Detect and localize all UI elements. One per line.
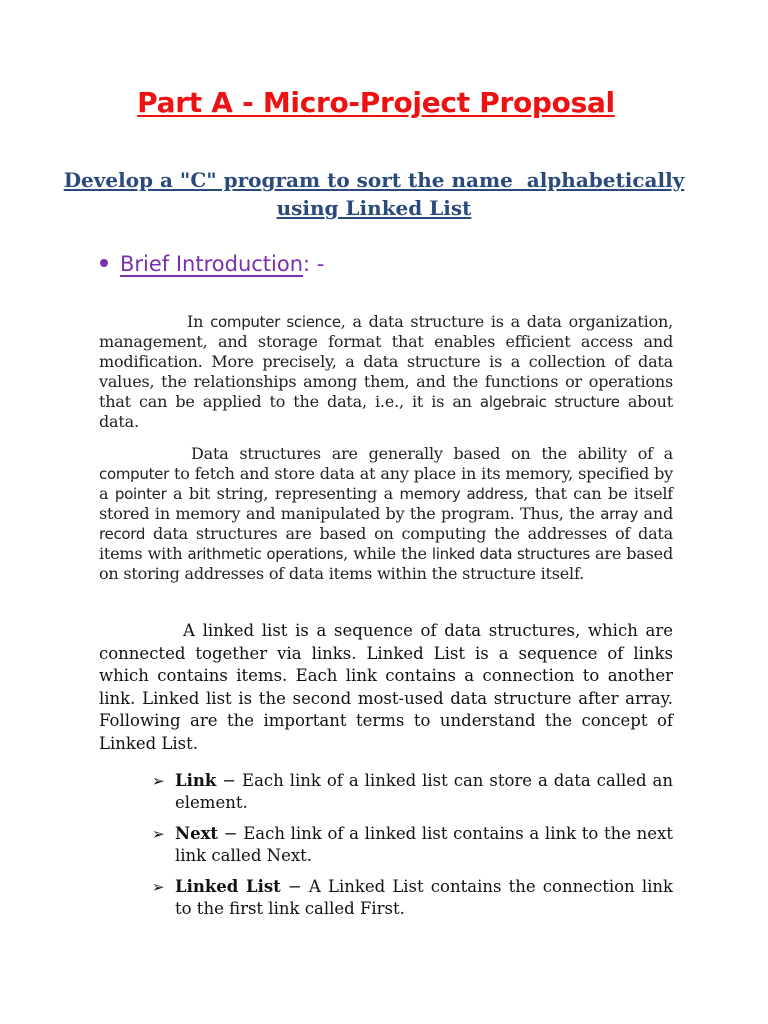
text-run: about data. — [99, 392, 673, 431]
text-run: a bit string, representing a — [166, 484, 400, 503]
term-name: Linked List — [175, 877, 281, 896]
term-definition: − Each link of a linked list can store a data called an element. — [175, 771, 673, 812]
term-definition: − A Linked List contains the connection link to the first link called First. — [175, 877, 674, 918]
arrow-bullet-icon: ➢ — [152, 772, 165, 790]
text-run: , that can be itself stored in memory and manipulated by the program. Thus, the — [99, 484, 673, 523]
intro-paragraph-1 — [99, 312, 673, 432]
term-link-array: array — [600, 505, 639, 523]
term-link-memory-address: memory address — [399, 485, 524, 503]
list-item-term-link — [152, 770, 673, 814]
page-title: Part A - Micro-Project Proposal — [137, 86, 615, 119]
list-item-term-linked-list — [152, 876, 673, 920]
text-run: Data structures are generally based on the ability of a — [191, 444, 673, 463]
text-run: In — [187, 312, 211, 331]
term-link-record: record — [99, 525, 146, 543]
section-heading-label: Brief Introduction — [120, 252, 304, 276]
project-topic — [40, 166, 708, 222]
text-run: , while the — [343, 544, 432, 563]
term-name: Next — [175, 824, 219, 843]
arrow-bullet-icon: ➢ — [152, 825, 165, 843]
term-definition: − Each link of a linked list contains a link to the next link called Next. — [175, 824, 673, 865]
project-topic-line2: using Linked List — [276, 196, 472, 220]
text-run: and — [638, 504, 673, 523]
term-link-algebraic-structure: algebraic structure — [479, 393, 620, 411]
term-link-linked-data-structures: linked data structures — [431, 545, 590, 563]
arrow-bullet-icon: ➢ — [152, 878, 165, 896]
section-heading-suffix: : - — [303, 252, 325, 276]
term-link-computer-science: computer science — [210, 313, 341, 331]
list-item-term-next — [152, 823, 673, 867]
term-link-computer: computer — [99, 465, 169, 483]
intro-paragraph-3: A linked list is a sequence of data structures, which are connected together via links. Linked List is a sequence of links which contains items. Each link contains a connection to another link. Linked list is the second most-used data structure after array. Following are the important terms to understand the concept of Linked List. — [99, 621, 673, 753]
text-run: , a data structure is a data organization, management, and storage format that enables efficient access and modification. More precisely, a data structure is a collection of data values, the relationships among them, and the functions or operations that can be applied to the data, i.e., it is an — [99, 312, 674, 411]
linked-list-terms-list — [152, 770, 673, 929]
term-link-pointer: pointer — [114, 485, 167, 503]
project-topic-line1: Develop a "C" program to sort the name alphabetically — [63, 168, 685, 192]
term-link-arithmetic-operations: arithmetic operations — [187, 545, 344, 563]
text-run: data structures are based on computing the addresses of data items with — [99, 524, 673, 563]
bullet-dot-icon — [100, 259, 108, 267]
term-name: Link — [175, 771, 217, 790]
section-heading-brief-introduction — [100, 252, 324, 276]
text-run: to fetch and store data at any place in its memory, specified by a — [99, 464, 673, 503]
intro-paragraph-2 — [99, 444, 673, 584]
text-run: are based on storing addresses of data items within the structure itself. — [99, 544, 673, 583]
